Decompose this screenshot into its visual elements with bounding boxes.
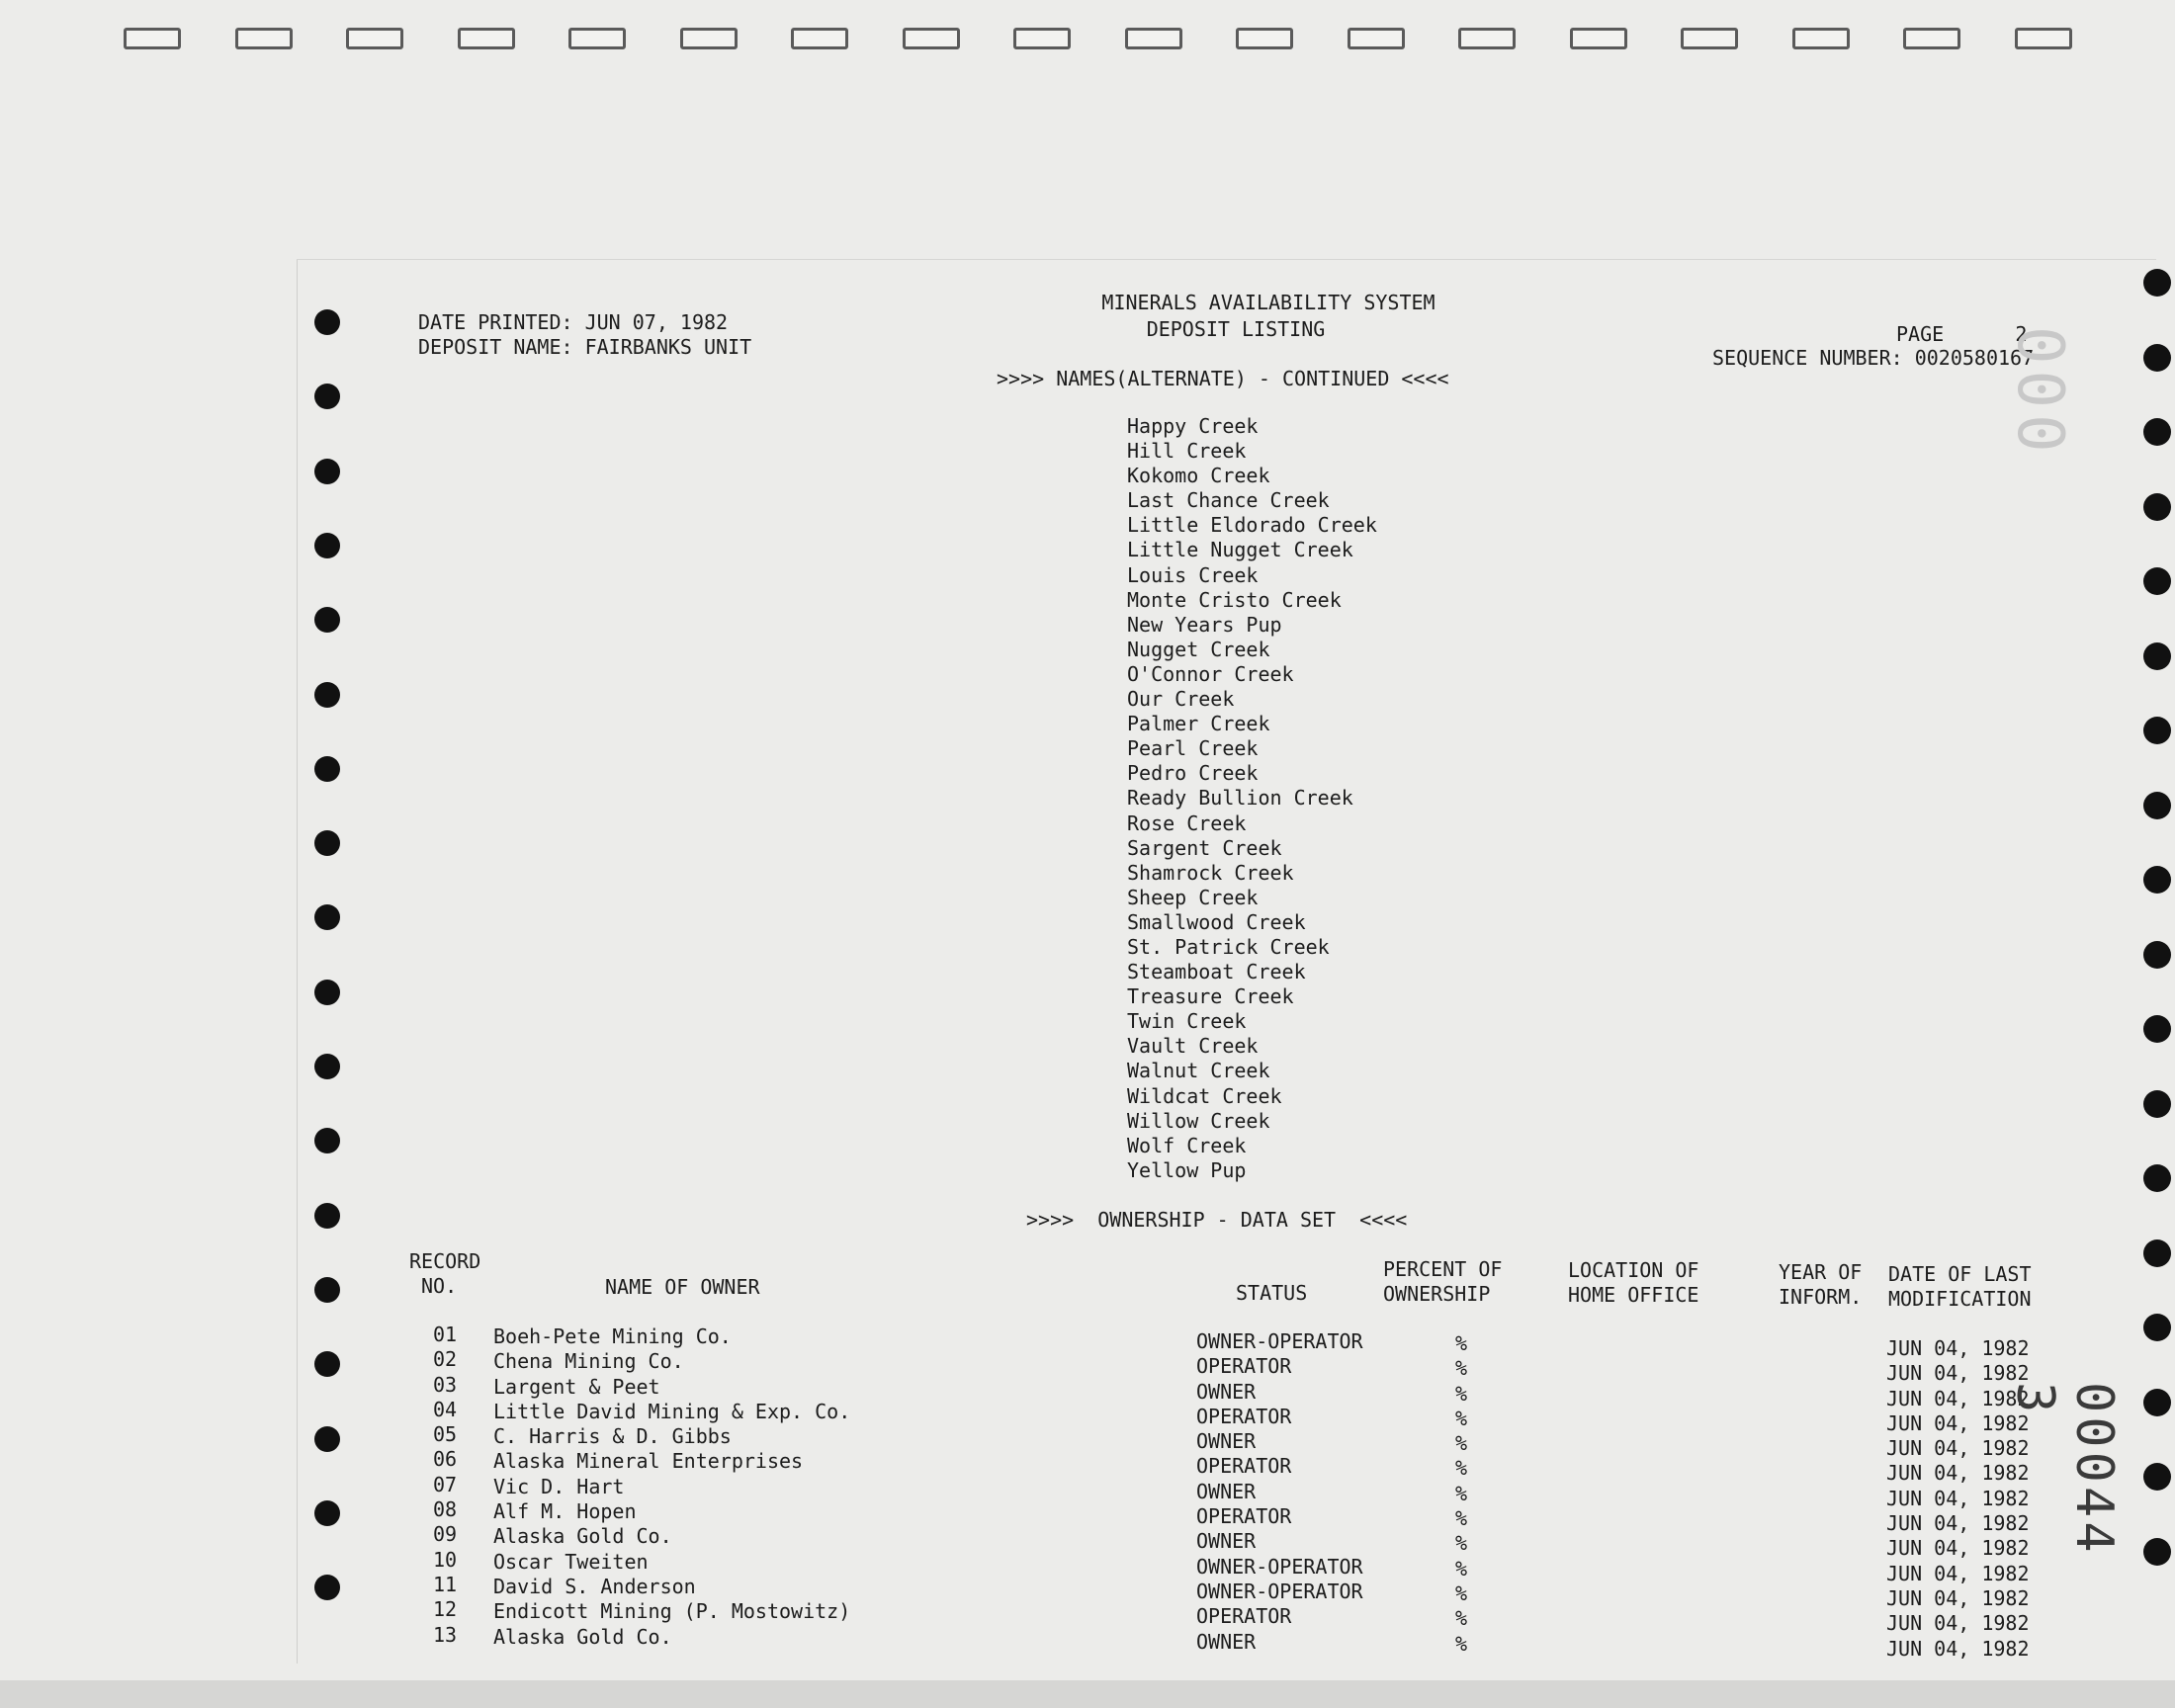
date-printed: DATE PRINTED: JUN 07, 1982 — [418, 310, 729, 334]
margin-stamp: 00044 3 — [2005, 1382, 2124, 1557]
modification-date: JUN 04, 1982 — [1886, 1511, 2030, 1536]
tractor-slot — [680, 28, 738, 49]
modification-date: JUN 04, 1982 — [1886, 1410, 2030, 1435]
owner-status: OPERATOR — [1196, 1504, 1292, 1529]
alternate-name: Sheep Creek — [1127, 885, 1259, 909]
tractor-slot — [903, 28, 960, 49]
header-date-last: DATE OF LAST — [1888, 1262, 2032, 1286]
alternate-name: Wolf Creek — [1127, 1133, 1247, 1157]
header-location: LOCATION OF — [1568, 1258, 1699, 1282]
modification-date: JUN 04, 1982 — [1886, 1361, 2030, 1386]
header-modification: MODIFICATION — [1888, 1287, 2032, 1311]
tractor-slot — [568, 28, 626, 49]
header-year: YEAR OF — [1779, 1260, 1863, 1284]
header-record: RECORD — [409, 1249, 481, 1273]
header-ownership: OWNERSHIP — [1383, 1282, 1491, 1306]
sequence-number: SEQUENCE NUMBER: 0020580167 — [1712, 346, 2035, 370]
alternate-name: Sargent Creek — [1127, 835, 1282, 860]
alternate-name: Yellow Pup — [1127, 1157, 1247, 1182]
alternate-name: O'Connor Creek — [1127, 661, 1294, 686]
owner-status: OWNER-OPERATOR — [1196, 1554, 1363, 1579]
owner-name: Alaska Gold Co. — [493, 1524, 672, 1549]
alternate-name: Twin Creek — [1127, 1009, 1247, 1034]
record-number: 12 — [433, 1597, 458, 1622]
record-number: 03 — [433, 1372, 458, 1397]
header-name-of-owner: NAME OF OWNER — [605, 1275, 760, 1299]
owner-name: Chena Mining Co. — [493, 1349, 684, 1374]
header-percent: PERCENT OF — [1383, 1257, 1503, 1281]
alternate-name: St. Patrick Creek — [1127, 934, 1330, 959]
tractor-slot — [1681, 28, 1738, 49]
names-section-title: >>>> NAMES(ALTERNATE) - CONTINUED <<<< — [997, 367, 1449, 390]
alternate-name: Last Chance Creek — [1127, 488, 1330, 513]
owner-name: Boeh-Pete Mining Co. — [493, 1324, 732, 1348]
alternate-name: Walnut Creek — [1127, 1059, 1270, 1083]
ownership-percent: % — [1455, 1631, 1468, 1656]
tractor-slot — [346, 28, 403, 49]
page-edge — [0, 1680, 2175, 1708]
record-number: 02 — [433, 1347, 458, 1372]
record-number: 11 — [433, 1572, 458, 1596]
header-status: STATUS — [1236, 1281, 1308, 1305]
alternate-name: Our Creek — [1127, 687, 1235, 712]
tractor-slot — [235, 28, 293, 49]
owner-name: Little David Mining & Exp. Co. — [493, 1399, 851, 1423]
alternate-name: Ready Bullion Creek — [1127, 786, 1353, 811]
deposit-name: DEPOSIT NAME: FAIRBANKS UNIT — [418, 335, 752, 359]
tractor-slot — [1348, 28, 1405, 49]
record-number: 06 — [433, 1447, 458, 1472]
record-number: 08 — [433, 1497, 458, 1522]
owner-name: Alf M. Hopen — [493, 1499, 637, 1524]
page-number: PAGE 2 — [1896, 322, 2028, 346]
record-number: 07 — [433, 1472, 458, 1496]
tractor-slot — [124, 28, 181, 49]
alternate-name: Monte Cristo Creek — [1127, 587, 1342, 612]
owner-name: Endicott Mining (P. Mostowitz) — [493, 1599, 851, 1624]
alternate-name: Vault Creek — [1127, 1034, 1259, 1059]
alternate-name: Happy Creek — [1127, 414, 1259, 438]
owner-status: OWNER — [1196, 1379, 1257, 1404]
header-inform: INFORM. — [1779, 1285, 1863, 1309]
modification-date: JUN 04, 1982 — [1886, 1336, 2030, 1360]
header-no: NO. — [421, 1274, 458, 1298]
ownership-percent: % — [1455, 1431, 1468, 1456]
alternate-name: Little Eldorado Creek — [1127, 513, 1377, 538]
alternate-name: New Years Pup — [1127, 612, 1282, 637]
owner-name: Oscar Tweiten — [493, 1549, 649, 1574]
modification-date: JUN 04, 1982 — [1886, 1536, 2030, 1561]
alternate-name: Pedro Creek — [1127, 761, 1259, 786]
owner-status: OPERATOR — [1196, 1454, 1292, 1479]
ownership-percent: % — [1455, 1580, 1468, 1605]
column-status — [1196, 1329, 1363, 1655]
alternate-name: Louis Creek — [1127, 562, 1259, 587]
alternate-name: Shamrock Creek — [1127, 860, 1294, 885]
tractor-slot — [1570, 28, 1627, 49]
alternate-name: Willow Creek — [1127, 1108, 1270, 1133]
column-record-no — [433, 1323, 457, 1648]
modification-date: JUN 04, 1982 — [1886, 1636, 2030, 1661]
tractor-slot — [1125, 28, 1182, 49]
ownership-percent: % — [1455, 1556, 1468, 1580]
ownership-percent: % — [1455, 1406, 1468, 1430]
record-number: 01 — [433, 1323, 458, 1346]
owner-status: OWNER — [1196, 1529, 1257, 1554]
owner-name: Largent & Peet — [493, 1374, 660, 1399]
owner-status: OWNER — [1196, 1479, 1257, 1503]
modification-date: JUN 04, 1982 — [1886, 1561, 2030, 1585]
listing-title: DEPOSIT LISTING — [1146, 317, 1326, 341]
modification-date: JUN 04, 1982 — [1886, 1486, 2030, 1510]
column-percent — [1455, 1331, 1467, 1657]
ownership-percent: % — [1455, 1481, 1468, 1505]
alternate-name: Pearl Creek — [1127, 736, 1259, 761]
owner-name: David S. Anderson — [493, 1574, 696, 1598]
tractor-slot — [1903, 28, 1960, 49]
owner-status: OPERATOR — [1196, 1404, 1292, 1428]
record-number: 04 — [433, 1397, 458, 1421]
alternate-name: Nugget Creek — [1127, 637, 1270, 661]
alternate-name: Palmer Creek — [1127, 712, 1270, 736]
owner-status: OPERATOR — [1196, 1604, 1292, 1629]
record-number: 13 — [433, 1622, 458, 1647]
tractor-slot — [1458, 28, 1516, 49]
ownership-percent: % — [1455, 1606, 1468, 1631]
record-number: 09 — [433, 1522, 458, 1547]
owner-name: C. Harris & D. Gibbs — [493, 1424, 732, 1449]
owner-status: OWNER-OPERATOR — [1196, 1579, 1363, 1603]
owner-name: Vic D. Hart — [493, 1474, 625, 1498]
tractor-slot — [2015, 28, 2072, 49]
owner-status: OWNER — [1196, 1629, 1257, 1654]
alternate-name: Little Nugget Creek — [1127, 538, 1353, 562]
column-owner-name — [493, 1324, 850, 1650]
tractor-slot — [1792, 28, 1850, 49]
owner-name: Alaska Gold Co. — [493, 1624, 672, 1649]
ownership-percent: % — [1455, 1506, 1468, 1531]
modification-date: JUN 04, 1982 — [1886, 1585, 2030, 1610]
tractor-slot — [1013, 28, 1071, 49]
header-home-office: HOME OFFICE — [1568, 1283, 1699, 1307]
record-number: 05 — [433, 1422, 458, 1447]
modification-date: JUN 04, 1982 — [1886, 1436, 2030, 1461]
ownership-percent: % — [1455, 1456, 1468, 1481]
ownership-section-title: >>>> OWNERSHIP - DATA SET <<<< — [1026, 1208, 1408, 1232]
modification-date: JUN 04, 1982 — [1886, 1461, 2030, 1486]
owner-status: OWNER-OPERATOR — [1196, 1329, 1363, 1353]
record-number: 10 — [433, 1547, 458, 1572]
ownership-percent: % — [1455, 1531, 1468, 1556]
alternate-name: Smallwood Creek — [1127, 909, 1306, 934]
alternate-name: Steamboat Creek — [1127, 960, 1306, 984]
ownership-percent: % — [1455, 1331, 1468, 1355]
alternate-name: Treasure Creek — [1127, 984, 1294, 1009]
tractor-slot — [791, 28, 848, 49]
alternate-names-list — [1127, 414, 1377, 1183]
system-title: MINERALS AVAILABILITY SYSTEM — [1101, 291, 1436, 314]
alternate-name: Wildcat Creek — [1127, 1083, 1282, 1108]
tractor-slot — [1236, 28, 1293, 49]
owner-status: OPERATOR — [1196, 1354, 1292, 1379]
modification-date: JUN 04, 1982 — [1886, 1386, 2030, 1410]
alternate-name: Hill Creek — [1127, 439, 1247, 464]
owner-status: OWNER — [1196, 1429, 1257, 1454]
margin-stamp-faint: 000 — [2003, 326, 2076, 459]
ownership-percent: % — [1455, 1356, 1468, 1381]
modification-date: JUN 04, 1982 — [1886, 1611, 2030, 1636]
alternate-name: Kokomo Creek — [1127, 464, 1270, 488]
alternate-name: Rose Creek — [1127, 811, 1247, 835]
owner-name: Alaska Mineral Enterprises — [493, 1449, 804, 1474]
ownership-percent: % — [1455, 1381, 1468, 1406]
tractor-slot — [458, 28, 515, 49]
